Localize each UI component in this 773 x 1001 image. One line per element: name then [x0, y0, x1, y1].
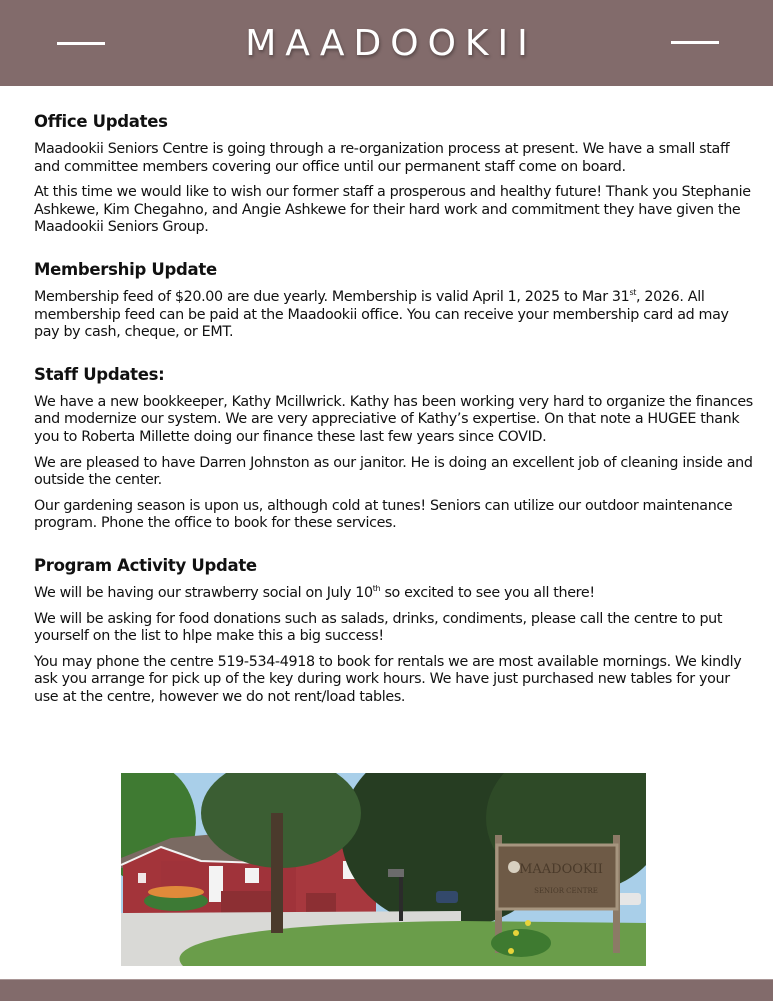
section-heading: Staff Updates:: [34, 364, 165, 384]
seniors-centre-photo: [121, 773, 646, 966]
photo-illustration: [121, 773, 646, 966]
section-staff-updates: [34, 364, 754, 533]
paragraph: [34, 289, 754, 342]
paragraph: We have a new bookkeeper, Kathy Mcillwrick. Kathy has been working very hard to organize the finances and modernize our system. We are very appreciative of Kathy’s expertise. On that note a HUGEE thank you to Roberta Millette doing our finance these last few years since COVID.: [34, 393, 753, 445]
paragraph: At this time we would like to wish our former staff a prosperous and healthy future! Thank you Stephanie Ashkewe, Kim Chegahno, and Angie Ashkewe for their hard work and commitment they have given the Maadookii Seniors Group.: [34, 184, 751, 236]
newsletter-content: [34, 111, 754, 728]
paragraph: [34, 585, 754, 603]
section-program-activity-update: [34, 555, 754, 707]
ordinal-suffix: st: [629, 287, 637, 297]
paragraph-text: Membership feed of $20.00 are due yearly. Membership is valid April 1, 2025 to Mar 31: [34, 288, 630, 305]
section-heading: Program Activity Update: [34, 555, 257, 575]
header-banner: [0, 0, 773, 86]
sign-text-line2: SENIOR CENTRE: [534, 887, 598, 895]
paragraph: We will be asking for food donations such as salads, drinks, condiments, please call the centre to put yourself on the list to hlpe make this a big success!: [34, 610, 723, 645]
paragraph: Maadookii Seniors Centre is going through a re-organization process at present. We have a small staff and committee members covering our office until our permanent staff come on board.: [34, 141, 730, 175]
paragraph-text: , 2026. All membership feed can be paid at the Maadookii office. You can receive your membership card ad may pay by cash, cheque, or EMT.: [34, 288, 729, 341]
paragraph-text: so excited to see you all there!: [380, 584, 595, 601]
paragraph: Our gardening season is upon us, although cold at tunes! Seniors can utilize our outdoor maintenance program. Phone the office to book for these services.: [34, 497, 733, 532]
paragraph: You may phone the centre 519-534-4918 to book for rentals we are most available mornings. We kindly ask you arrange for pick up of the key during work hours. We have just purchased new tables for your use at the centre, however we do not rent/load tables.: [34, 653, 742, 705]
paragraph: We are pleased to have Darren Johnston as our janitor. He is doing an excellent job of cleaning inside and outside the center.: [34, 454, 753, 489]
section-office-updates: [34, 111, 754, 237]
ordinal-suffix: th: [372, 583, 381, 593]
footer-banner: [0, 979, 773, 1001]
paragraph-text: We will be having our strawberry social on July 10: [34, 584, 373, 601]
sign-text-line1: MAADOOKII: [519, 862, 603, 877]
section-heading: Membership Update: [34, 259, 217, 279]
header-decorative-rule-right: [671, 41, 719, 44]
section-heading: Office Updates: [34, 112, 168, 131]
page-title: MAADOOKII: [245, 23, 537, 64]
section-membership-update: [34, 259, 754, 342]
